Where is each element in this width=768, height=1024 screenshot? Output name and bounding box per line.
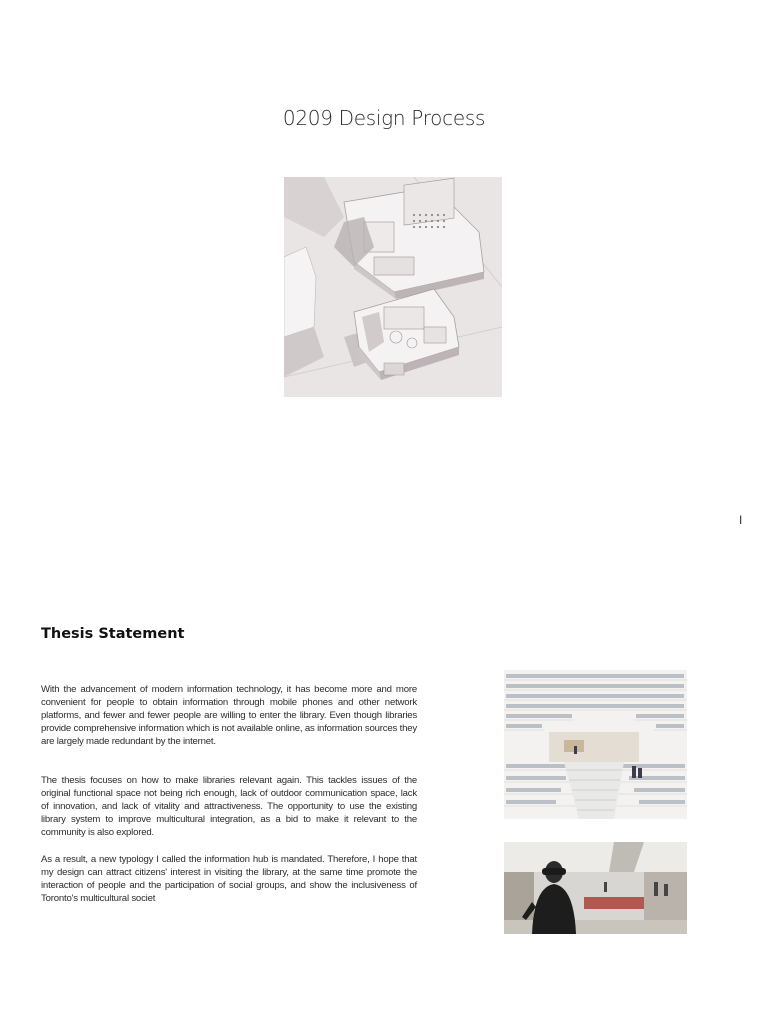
thesis-paragraph: The thesis focuses on how to make libraries relevant again. This tackles issues of the original functional space not being rich enough, lack of outdoor communication space, lack of innovation, and lack of vitality and attractiveness. The opportunity to use the existing library system to improve multicultural integration, as a bid to make it relevant to the community is also explored. xyxy=(41,775,417,839)
library-vr-visitor-photo xyxy=(504,842,687,934)
thesis-paragraph: As a result, a new typology I called the information hub is mandated. Therefore, I hope that my design can attract citizens' interest in visiting the library, at the same time promote the interaction of people and the participation of social groups, and show the inclusiveness of Toronto's multicultural societ xyxy=(41,854,417,905)
section-heading: Thesis Statement xyxy=(41,626,185,642)
axonometric-model-image xyxy=(284,177,502,397)
thesis-paragraph: With the advancement of modern information technology, it has become more and more convenient for people to obtain information through mobile phones and other network platforms, and fewer and fewer people are willing to enter the library. Even though libraries provide comprehensive information which is not available online, as information sources they are largely made redundant by the internet. xyxy=(41,684,417,748)
page-title: 0209 Design Process xyxy=(282,106,486,130)
page-number: I xyxy=(739,513,743,527)
library-bookshelves-photo xyxy=(504,670,687,819)
